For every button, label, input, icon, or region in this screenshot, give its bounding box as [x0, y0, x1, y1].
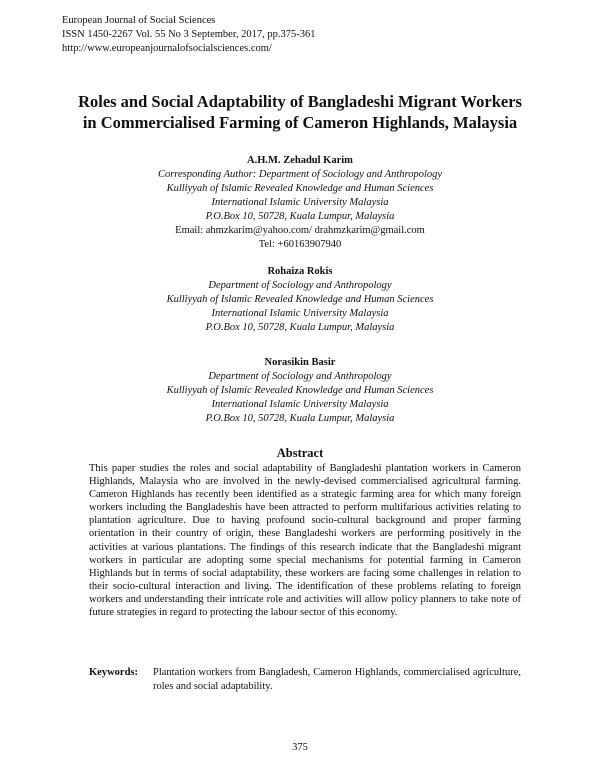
author-email[interactable]: Email: ahmzkarim@yahoo.com/ drahmzkarim@gmail.com: [175, 225, 425, 236]
journal-url[interactable]: http://www.europeanjournalofsocialsciences.com/: [62, 43, 272, 54]
page-number: 375: [292, 742, 308, 753]
author-affiliation-line: P.O.Box 10, 50728, Kuala Lumpur, Malaysia: [205, 413, 395, 424]
journal-name: European Journal of Social Sciences: [62, 15, 216, 26]
paper-title-line-1: Roles and Social Adaptability of Bangladeshi Migrant Workers: [78, 92, 522, 111]
journal-issn: ISSN 1450-2267 Vol. 55 No 3 September, 2017, pp.375-361: [62, 29, 316, 40]
author-affiliation-line: Kulliyyah of Islamic Revealed Knowledge and Human Sciences: [166, 385, 434, 396]
paper-title: [30, 91, 570, 133]
author-affiliation-line: Department of Sociology and Anthropology: [208, 280, 392, 291]
author-affiliation-line: P.O.Box 10, 50728, Kuala Lumpur, Malaysia: [205, 211, 395, 222]
author-name: A.H.M. Zehadul Karim: [247, 155, 353, 166]
abstract-heading: Abstract: [276, 446, 324, 460]
author-name: Norasikin Basir: [264, 357, 336, 368]
author-affiliation-line: International Islamic University Malaysia: [211, 197, 389, 208]
paper-title-line-2: in Commercialised Farming of Cameron Highlands, Malaysia: [82, 113, 518, 132]
author-affiliation-line: Department of Sociology and Anthropology: [208, 371, 392, 382]
author-name: Rohaiza Rokis: [267, 266, 333, 277]
author-block-3: [30, 356, 570, 426]
author-block-1: [30, 154, 570, 252]
author-affiliation-line: International Islamic University Malaysia: [211, 308, 389, 319]
author-affiliation-line: Corresponding Author: Department of Sociology and Anthropology: [157, 169, 443, 180]
keywords-section: [89, 666, 521, 694]
author-affiliation-line: International Islamic University Malaysia: [211, 399, 389, 410]
author-affiliation-line: Kulliyyah of Islamic Revealed Knowledge and Human Sciences: [166, 294, 434, 305]
author-affiliation-line: P.O.Box 10, 50728, Kuala Lumpur, Malaysia: [205, 322, 395, 333]
keywords-label: Keywords:: [89, 667, 138, 678]
author-block-2: [30, 265, 570, 335]
journal-header: [62, 14, 316, 56]
author-phone: Tel: +60163907940: [258, 239, 342, 250]
keywords-text: Plantation workers from Bangladesh, Cameron Highlands, commercialised agriculture, roles and social adaptability.: [153, 667, 521, 692]
author-affiliation-line: Kulliyyah of Islamic Revealed Knowledge and Human Sciences: [166, 183, 434, 194]
abstract-body: This paper studies the roles and social adaptability of Bangladeshi plantation workers in Cameron Highlands, Malaysia who are involved in the newly-devised commercialised agricultural farming. Cameron Highlands has recently been identified as a strategic farming area for which many foreign workers including the Bangladeshis have been attracted to perform multifarious activities relating to plantation agriculture. Due to having profound socio-cultural background and proper farming orientation in their country of origin, these Bangladeshi workers are performing positively in the activities at various plantations. The findings of this research indicate that the Bangladeshi migrant workers in particular are adopting some special mechanisms for potential farming in Cameron Highlands but in terms of social adaptability, these workers are facing some challenges in relation to their socio-cultural interaction and living. The identification of these problems relating to foreign workers and understanding their intricate role and activities will allow policy planners to take note of future strategies in regard to protecting the labour sector of this economy.: [89, 463, 521, 619]
